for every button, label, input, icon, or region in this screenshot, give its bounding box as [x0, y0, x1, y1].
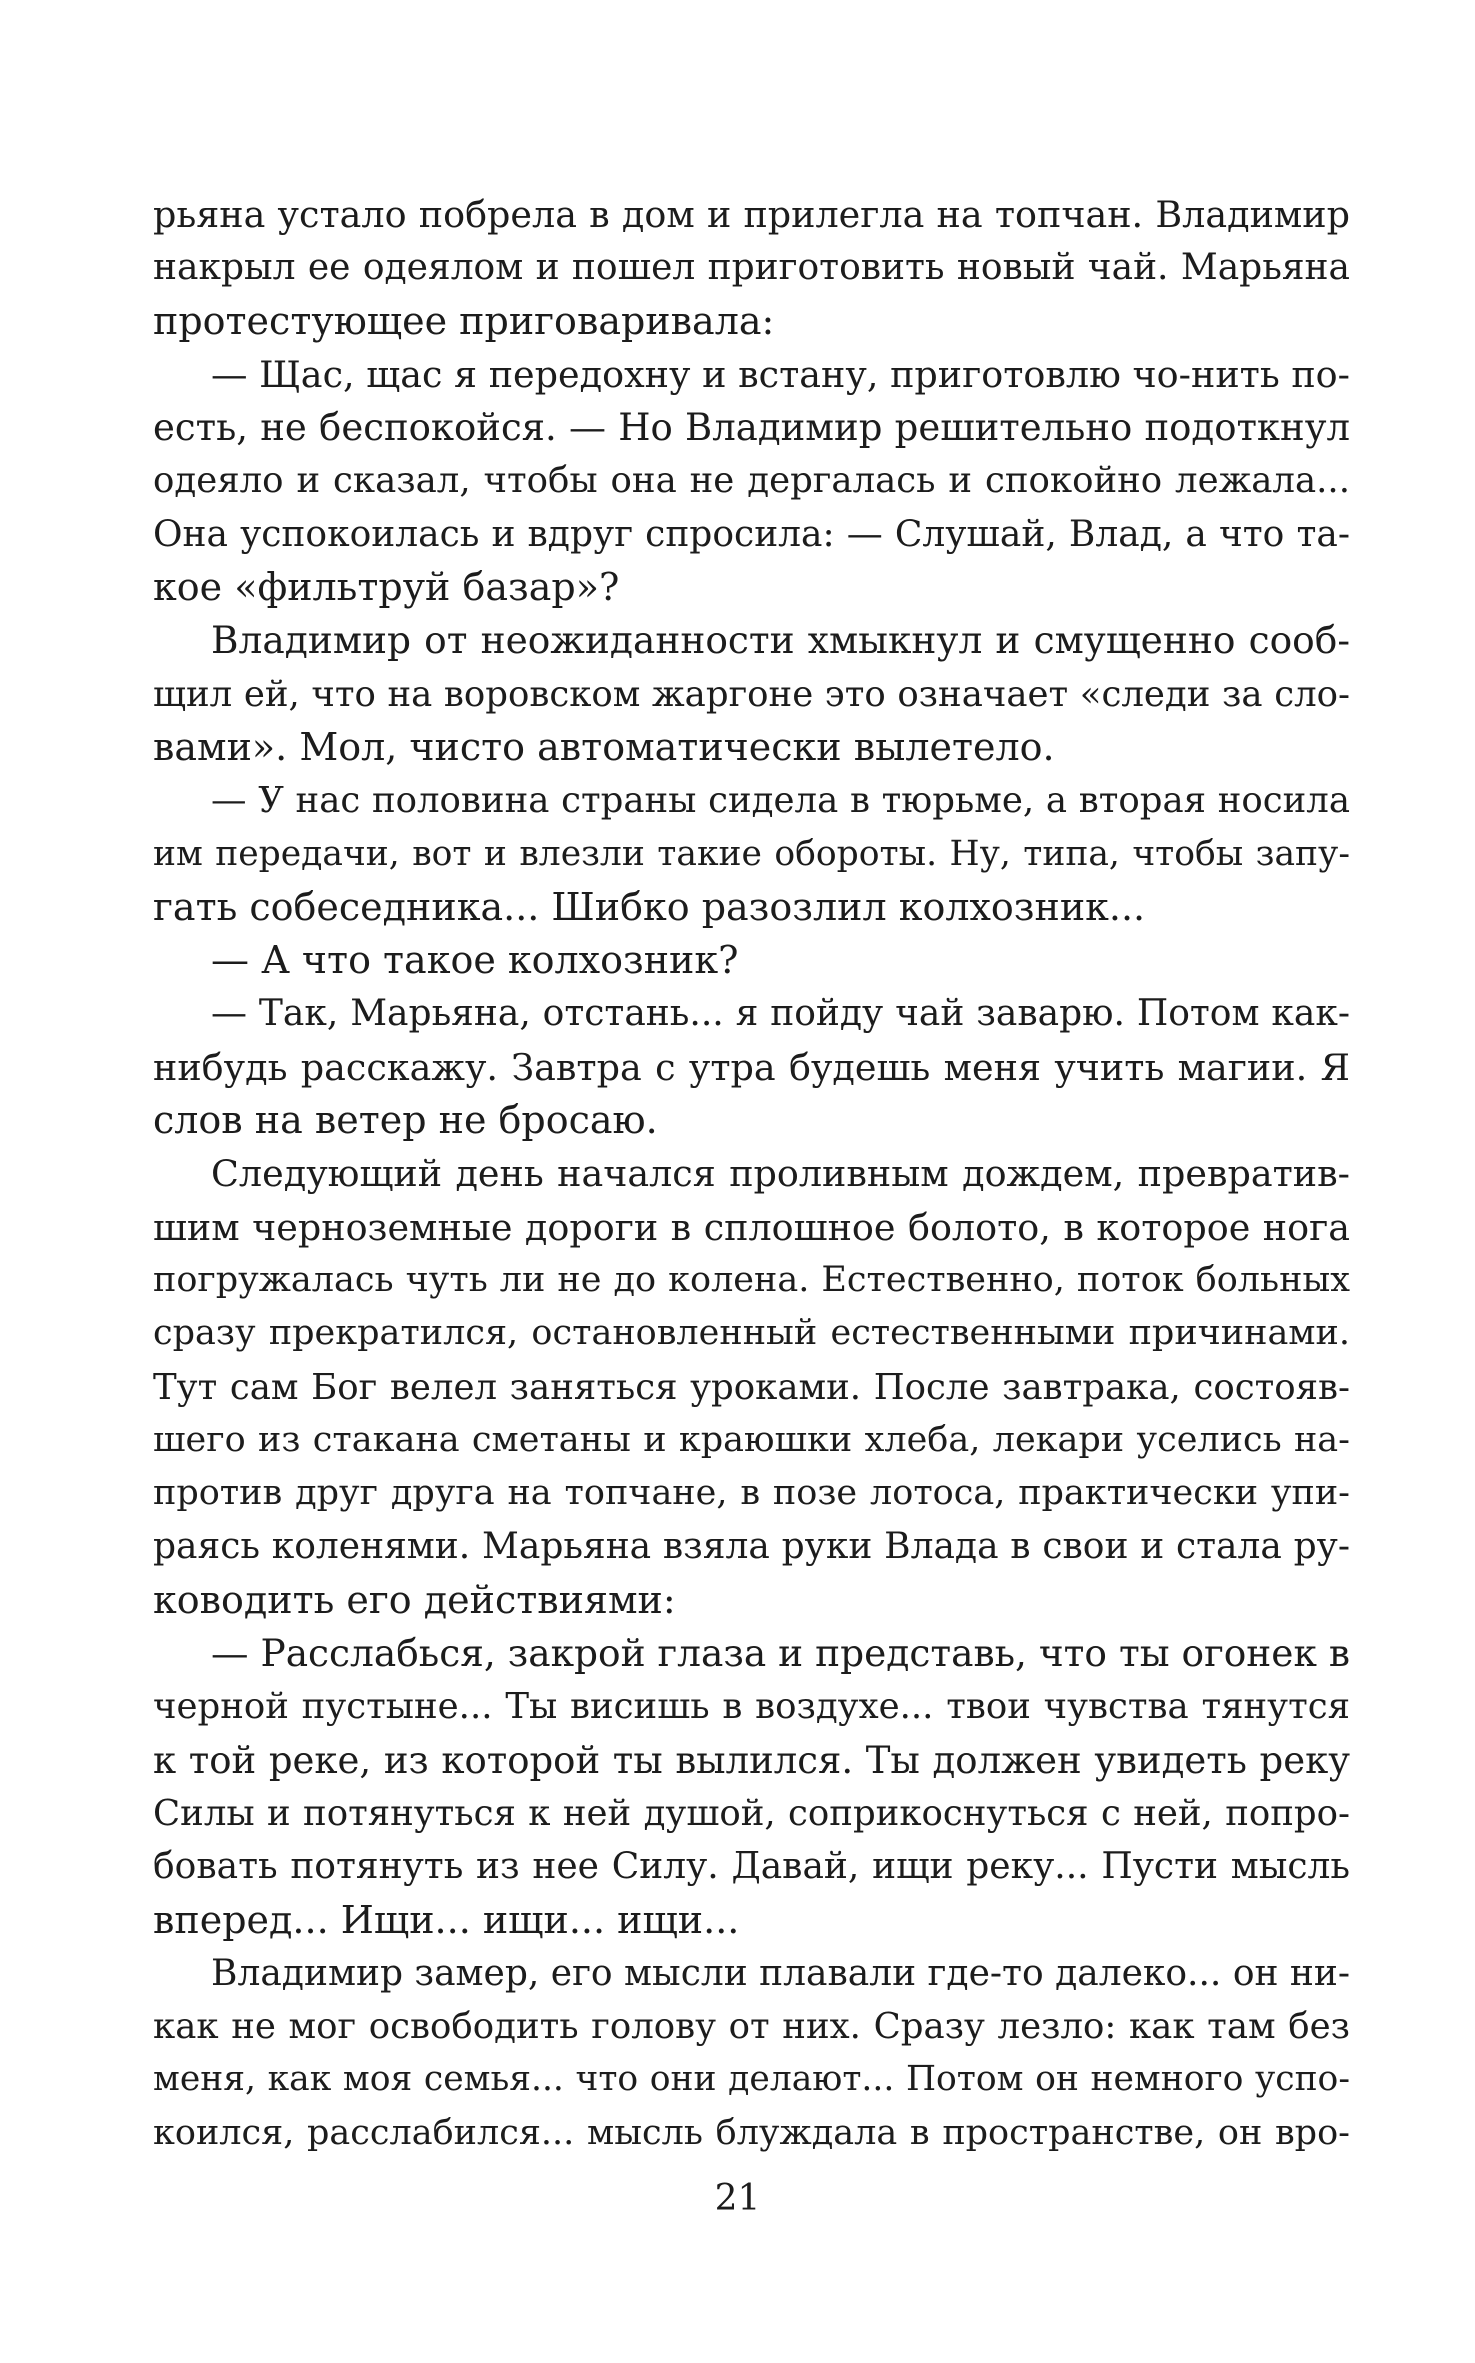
text-line: как не мог освободить голову от них. Сразу лезло: как там без — [153, 2006, 1350, 2048]
text-line: щил ей, что на воровском жаргоне это означает «следи за сло- — [153, 673, 1350, 715]
text-line: Владимир замер, его мысли плавали где-то далеко... он ни- — [211, 1952, 1351, 1994]
text-line: Силы и потянуться к ней душой, соприкоснуться с ней, попро- — [153, 1792, 1350, 1834]
text-line: Тут сам Бог велел заняться уроками. После завтрака, состояв- — [153, 1366, 1350, 1408]
text-line: вперед... Ищи... ищи... ищи... — [153, 1897, 740, 1942]
text-line: — У нас половина страны сидела в тюрьме, а вторая носила — [211, 780, 1350, 822]
text-line: шего из стакана сметаны и краюшки хлеба, лекари уселись на- — [153, 1419, 1350, 1460]
text-line: меня, как моя семья... что они делают... Потом он немного успо- — [153, 2059, 1350, 2100]
text-line: Следующий день начался проливным дождем, превратив- — [211, 1152, 1350, 1196]
text-line: нибудь расскажу. Завтра с утра будешь меня учить магии. Я — [153, 1045, 1350, 1089]
text-line: против друг друга на топчане, в позе лотоса, практически упи- — [153, 1473, 1350, 1514]
text-line: Владимир от неожиданности хмыкнул и смущенно сооб- — [211, 618, 1350, 663]
text-line: к той реке, из которой ты вылился. Ты должен увидеть реку — [153, 1738, 1350, 1782]
text-line: слов на ветер не бросаю. — [153, 1098, 658, 1143]
text-line: одеяло и сказал, чтобы она не дергалась и спокойно лежала... — [153, 460, 1350, 502]
text-line: — Щас, щас я передохну и встану, приготовлю чо-нить по- — [211, 352, 1350, 396]
text-line: погружалась чуть ли не до колена. Естественно, поток больных — [153, 1259, 1350, 1300]
text-line: гать собеседника... Шибко разозлил колхозник... — [153, 884, 1146, 929]
text-line: накрыл ее одеялом и пошел приготовить новый чай. Марьяна — [153, 247, 1350, 289]
text-line: — А что такое колхозник? — [211, 938, 739, 983]
text-line: вами». Мол, чисто автоматически вылетело. — [153, 724, 1055, 769]
text-line: коился, расслабился... мысль блуждала в пространстве, он вро- — [153, 2112, 1350, 2153]
text-line: — Так, Марьяна, отстань... я пойду чай заварю. Потом как- — [211, 993, 1350, 1035]
text-line: раясь коленями. Марьяна взяла руки Влада в свои и стала ру- — [153, 1526, 1350, 1568]
text-line: им передачи, вот и влезли такие обороты. Ну, типа, чтобы запу- — [153, 833, 1350, 874]
text-line: сразу прекратился, остановленный естественными причинами. — [153, 1313, 1350, 1354]
text-line: бовать потянуть из нее Силу. Давай, ищи реку... Пусти мысль — [153, 1846, 1350, 1888]
text-line: есть, не беспокойся. — Но Владимир решительно подоткнул — [153, 406, 1350, 450]
text-line: черной пустыне... Ты висишь в воздухе... твои чувства тянутся — [153, 1686, 1350, 1728]
text-line: шим черноземные дороги в сплошное болото, в которое нога — [153, 1205, 1350, 1249]
text-line: протестующее приговаривала: — [153, 298, 775, 343]
text-line: — Расслабься, закрой глаза и представь, что ты огонек в — [211, 1631, 1350, 1676]
text-line: рьяна устало побрела в дом и прилегла на топчан. Владимир — [153, 193, 1350, 236]
text-line: кое «фильтруй базар»? — [153, 565, 620, 610]
text-line: ководить его действиями: — [153, 1577, 676, 1622]
text-line: Она успокоилась и вдруг спросила: — Слушай, Влад, а что та- — [153, 513, 1350, 555]
page-number: 21 — [714, 2178, 761, 2219]
body-text — [153, 188, 1350, 2160]
